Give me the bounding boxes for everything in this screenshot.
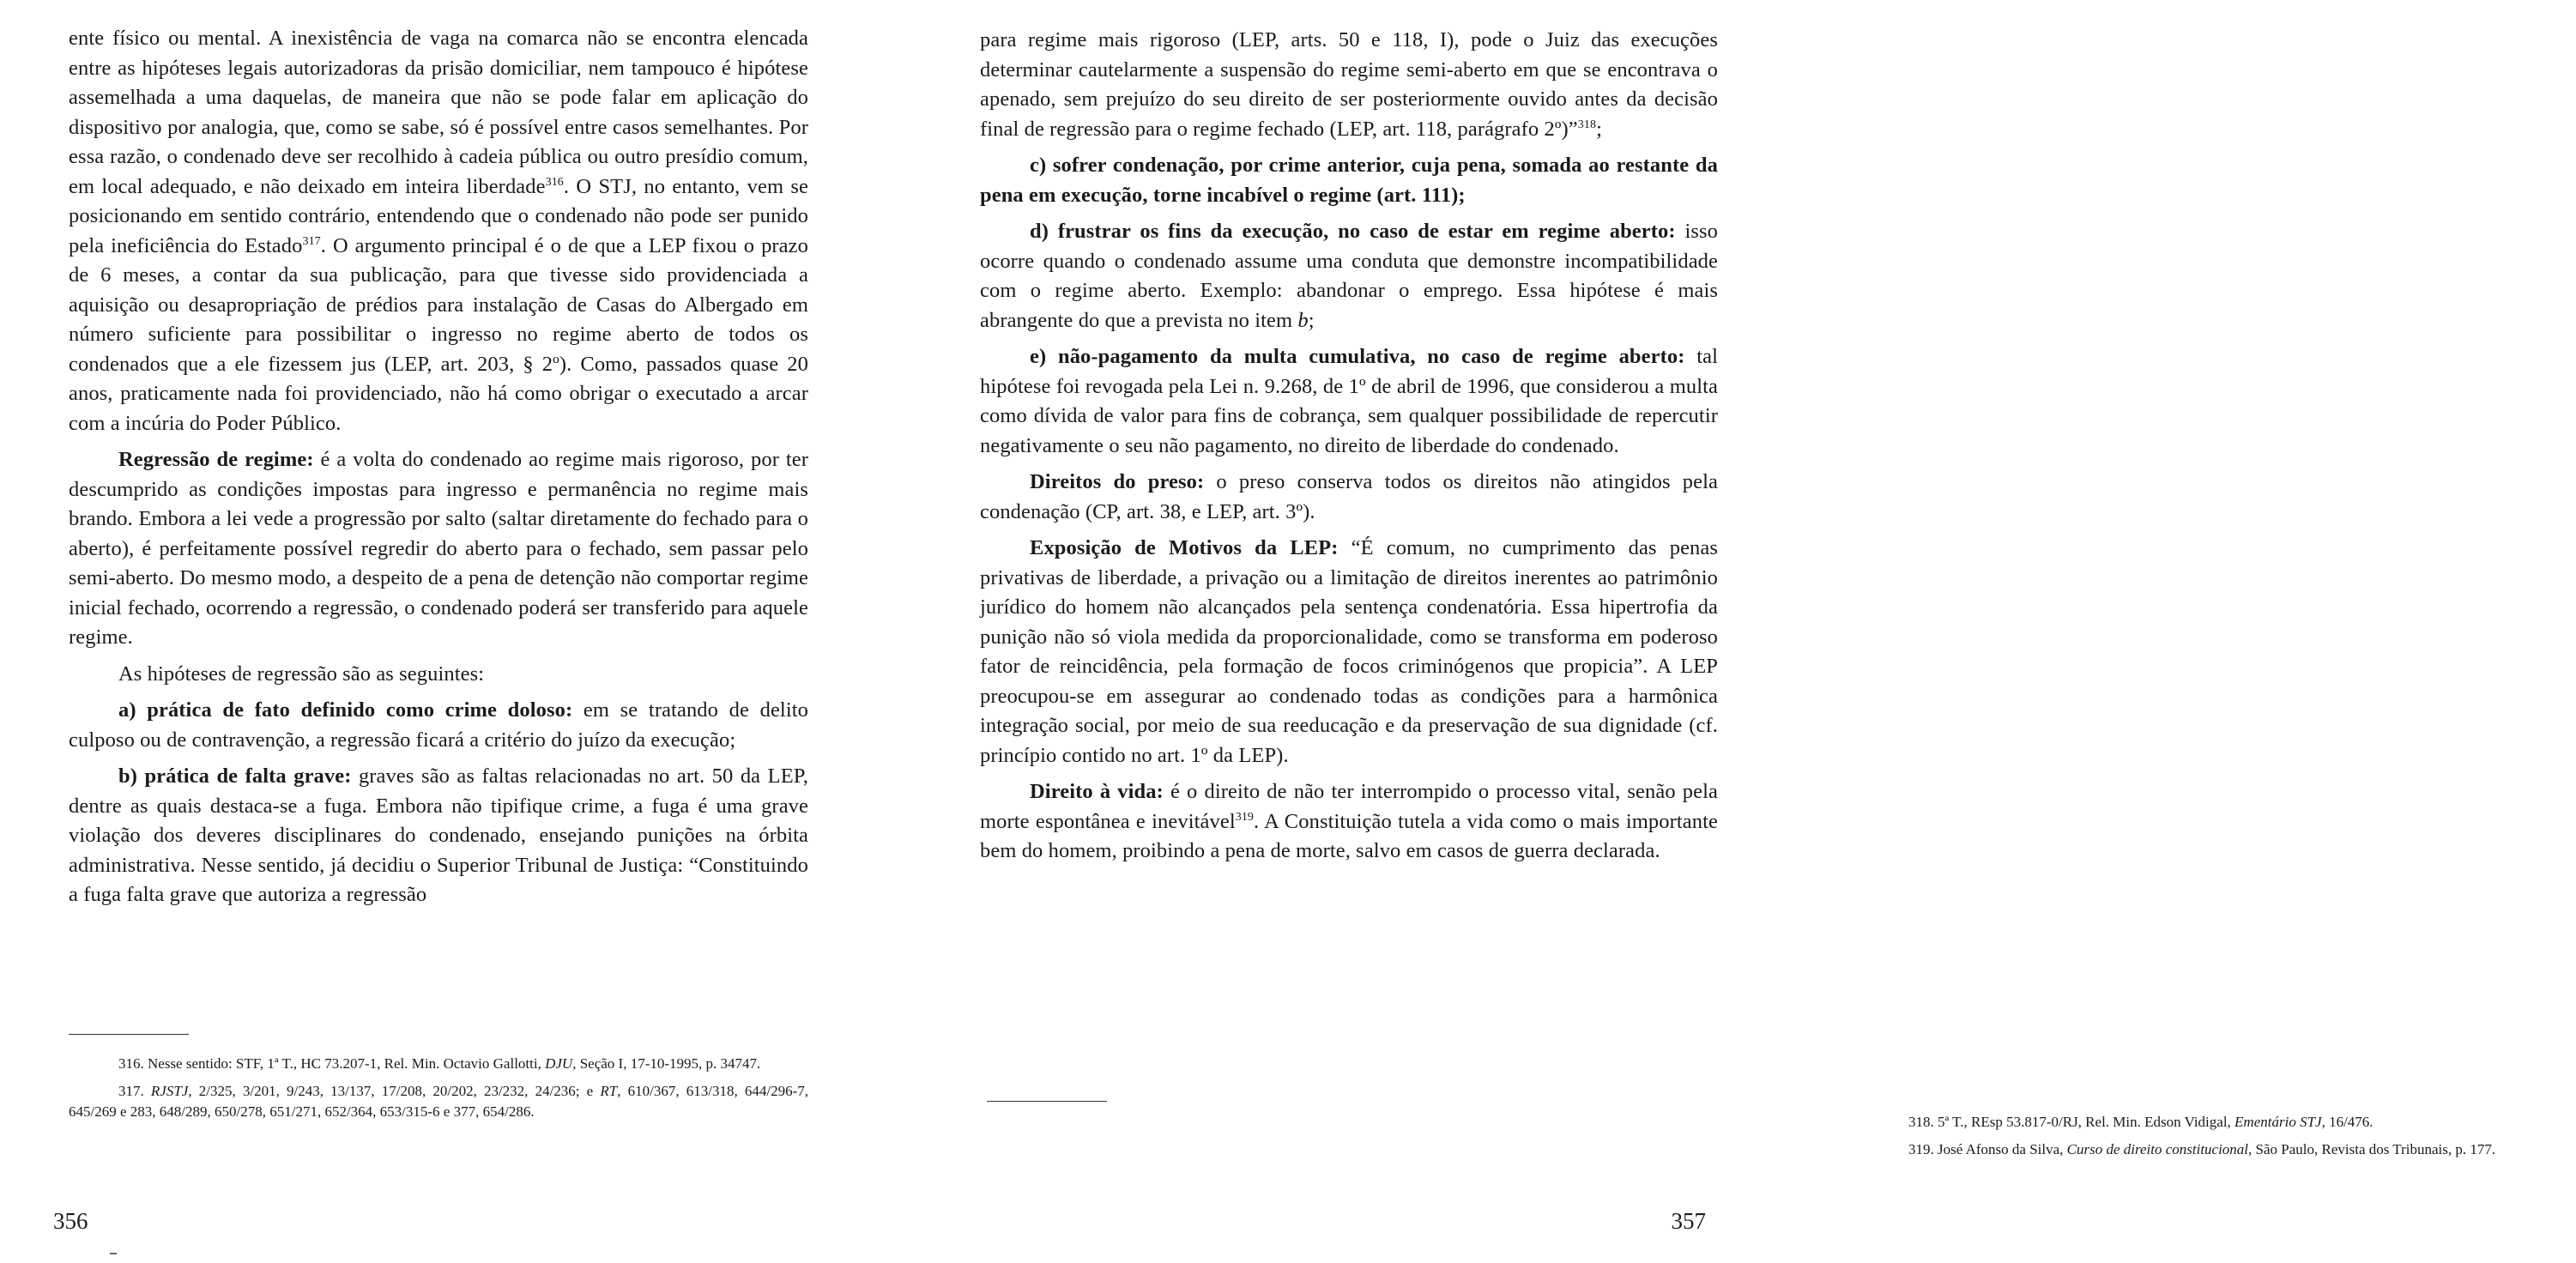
paragraph-text: isso ocorre quando o condenado assume uma conduta que demonstre incompatibilidade com o regime aberto. Exemplo: abandonar o emprego. Essa hipótese é mais abrangente do que a prevista no item [980,220,1718,332]
paragraph-item-e [980,342,1718,461]
paragraph-text: . A Constituição tutela a vida como o mais importante bem do homem, proibindo a pena de morte, salvo em casos de guerra declarada. [980,809,1718,862]
paragraph-text: em se tratando de delito culposo ou de contravenção, a regressão ficará a critério do juízo da execução; [69,698,809,752]
paragraph-text: ; [1308,308,1315,332]
paragraph-exposicao-de-motivos [980,534,1718,770]
paragraph-item-c [980,151,1718,210]
paragraph-text: . O argumento principal é o de que a LEP fixou o prazo de 6 meses, a contar da sua publicação, para que tivesse sido providenciada a aquisição ou desapropriação de prédios para instalação de Casas do Albergado em número suficiente para possibilitar o ingresso no regime aberto de todos os condenados que a ele fizessem jus (LEP, art. 203, § 2º). Como, passados quase 20 anos, praticamente nada foi providenciado, não há como obrigar o executado a arcar com a incúria do Poder Público. [69,233,808,435]
term-heading: Regressão de regime: [118,448,314,471]
footnote-italic: Ementário STJ [2234,1114,2322,1130]
item-heading: b) prática de falta grave: [118,764,352,788]
left-page [0,0,879,1263]
footnote-divider [987,1101,1107,1102]
paragraph: As hipóteses de regressão são as seguintes: [118,662,485,686]
footnote-ref-316[interactable]: 316 [545,175,564,189]
paragraph-direito-a-vida [980,777,1718,867]
footnote-italic: Curso de direito constitucional [2066,1141,2249,1157]
footnote-text: 317. [118,1083,151,1099]
footnote-italic: RT [600,1083,618,1099]
footnote-text: , 2/325, 3/201, 9/243, 13/137, 17/208, 20/202, 23/232, 24/236; e [188,1083,601,1099]
footnote-text: 316. Nesse sentido: STF, 1ª T., HC 73.207-1, Rel. Min. Octavio Gallotti, [118,1055,546,1072]
paragraph [980,26,1718,144]
footnote-319 [1859,1139,2576,1160]
item-heading: a) prática de fato definido como crime doloso: [118,698,573,722]
item-heading: e) não-pagamento da multa cumulativa, no caso de regime aberto: [1030,345,1685,368]
paragraph-item-b [69,762,808,910]
paragraph-text: para regime mais rigoroso (LEP, arts. 50 e 118, I), pode o Juiz das execuções determinar cautelarmente a suspensão do regime semi-aberto em que se encontrava o apenado, sem prejuízo do seu direito de ser posteriormente ouvido antes da decisão final de regressão para o regime fechado (LEP, art. 118, parágrafo 2º)” [980,28,1718,141]
right-footnotes [1859,1112,2576,1167]
footnote-text: , São Paulo, Revista dos Tribunais, p. 177. [2248,1141,2496,1157]
right-page-body [980,26,1718,867]
footnote-text: , 610/367, 613/318, 644/296-7, 645/269 e 283, 648/289, 650/278, 651/271, 652/364, 653/315-6 e 377, 654/286. [69,1083,808,1120]
italic-ref: b [1297,308,1309,332]
footnote-text: 318. 5ª T., REsp 53.817-0/RJ, Rel. Min. Edson Vidigal, [1908,1114,2235,1130]
page-number: 357 [1671,1208,1706,1234]
left-footnotes [69,1054,808,1129]
footnote-317 [69,1081,808,1122]
paragraph-text: . O STJ, no entanto, vem se posicionando em sentido contrário, entendendo que o condenado não pode ser punido pela ineficiência do Estado [69,174,808,257]
paragraph-item-a [69,696,808,755]
footnote-italic: DJU [545,1055,573,1072]
footnote-316 [69,1054,808,1074]
term-heading: Exposição de Motivos da LEP: [1030,536,1339,559]
footnote-ref-317[interactable]: 317 [302,234,321,248]
footnote-ref-319[interactable]: 319 [1235,810,1255,824]
footnote-text: , 16/476. [2321,1114,2373,1130]
right-page [879,0,2496,1263]
paragraph-text: ; [1596,117,1602,141]
paragraph-text: “É comum, no cumprimento das penas privativas de liberdade, a privação ou a limitação de direitos inerentes ao patrimônio jurídico do homem não alcançados pela sentença condenatória. Essa hipertrofia da punição não só viola medida da proporcionalidade, como se transforma em poderoso fator de reincidência, pela formação de focos criminógenos que propicia”. A LEP preocupou-se em assegurar ao condenado todas as condições para a harmônica integração social, por meio de sua reeducação e da preservação de sua dignidade (cf. princípio contido no art. 1º da LEP). [980,536,1718,767]
footnote-italic: RJSTJ [150,1083,189,1099]
footnote-318 [1859,1112,2576,1133]
paragraph-text: tal hipótese foi revogada pela Lei n. 9.268, de 1º de abril de 1996, que considerou a multa como dívida de valor para fins de cobrança, sem qualquer possibilidade de repercutir negativamente o seu não pagamento, no direito de liberdade do condenado. [980,345,1718,457]
item-heading: d) frustrar os fins da execução, no caso de estar em regime aberto: [1030,220,1676,243]
term-heading: Direito à vida: [1030,780,1164,803]
paragraph-text: é a volta do condenado ao regime mais rigoroso, por ter descumprido as condições impostas para ingresso e permanência no regime mais brando. Embora a lei vede a progressão por salto (saltar diretamente do fechado para o aberto), é perfeitamente possível regredir do aberto para o fechado, sem passar pelo semi-aberto. Do mesmo modo, a despeito de a pena de detenção não comportar regime inicial fechado, ocorrendo a regressão, o condenado poderá ser transferido para aquele regime. [69,448,808,649]
paragraph [69,24,808,438]
paragraph-text: ente físico ou mental. A inexistência de vaga na comarca não se encontra elencada entre as hipóteses legais autorizadoras da prisão domiciliar, nem tampouco é hipótese assemelhada a uma daquelas, de maneira que não se pode falar em aplicação do dispositivo por analogia, que, como se sabe, só é possível entre casos semelhantes. Por essa razão, o condenado deve ser recolhido à cadeia pública ou outro presídio comum, em local adequado, e não deixado em inteira liberdade [69,27,808,198]
footnote-text: , Seção I, 17-10-1995, p. 34747. [572,1055,761,1072]
scan-mark [110,1253,117,1254]
item-heading: c) sofrer condenação, por crime anterior, cuja pena, somada ao restante da pena em execução, torne incabível o regime (art. 111); [980,154,1718,207]
footnote-divider [69,1034,189,1035]
paragraph-text: o preso conserva todos os direitos não atingidos pela condenação (CP, art. 38, e LEP, art. 3º). [980,470,1719,523]
paragraph-regressao-de-regime [69,445,808,653]
term-heading: Direitos do preso: [1030,470,1205,493]
footnote-ref-318[interactable]: 318 [1577,118,1597,131]
left-page-body [69,24,808,910]
paragraph-text: graves são as faltas relacionadas no art. 50 da LEP, dentre as quais destaca-se a fuga. Embora não tipifique crime, a fuga é uma grave violação dos deveres disciplinares do condenado, ensejando punições na órbita administrativa. Nesse sentido, já decidiu o Superior Tribunal de Justiça: “Constituindo a fuga falta grave que autoriza a regressão [69,764,808,906]
paragraph-item-d [980,217,1718,335]
paragraph-text: é o direito de não ter interrompido o processo vital, senão pela morte espontânea e inevitável [980,780,1718,833]
footnote-text: 319. José Afonso da Silva, [1908,1141,2067,1157]
page-number: 356 [53,1208,88,1234]
paragraph-direitos-do-preso [980,468,1718,527]
